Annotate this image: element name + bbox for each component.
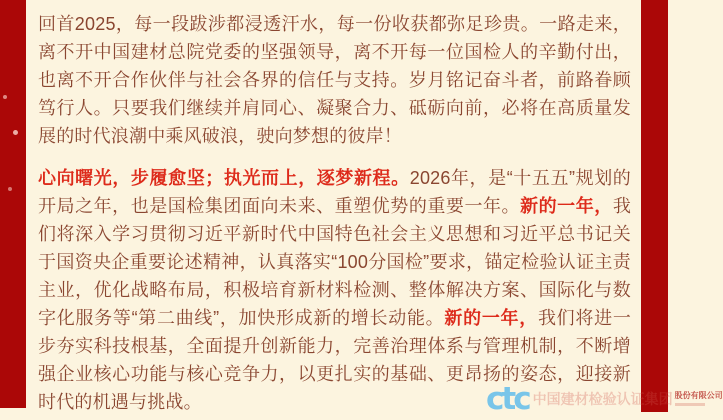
company-watermark [486,381,723,417]
article-content [26,0,642,416]
company-subline-decoration [675,403,705,406]
new-year-accent-segment: 新的一年， [444,308,538,328]
left-border-decoration [0,0,26,408]
sparkle-dot [13,130,18,135]
text-segment: 我们将深入学习贯彻习近平新时代中国特色社会主义思想和习近平总书记关于国资央企重要论述精神，认真落实“100分国检”要求，锚定检验认证主责主业，优化战略布局，积极培育新材料检测、整体解决方案、国际化与数字化服务等“第二曲线”，加快形成新的增长动能。 [38,196,632,328]
ctc-logo: ctc [486,381,529,417]
company-suffix-watermark: 股份有限公司 [674,391,723,400]
new-year-accent-segment: 新的一年， [520,196,613,216]
sparkle-dot [8,187,12,191]
right-border-decoration [641,0,668,412]
company-suffix-block [675,390,723,406]
paragraph-review-2025: 回首2025，每一段跋涉都浸透汗水，每一份收获都弥足珍贵。一路走来，离不开中国建材总院党委的坚强领导，离不开每一位国检人的辛勤付出，也离不开合作伙伴与社会各界的信任与支持。岁月铭记奋斗者，前路眷顾笃行人。只要我们继续并肩同心、凝聚合力、砥砺向前，必将在高质量发展的时代浪潮中乘风破浪，驶向梦想的彼岸！ [38,14,631,146]
company-name-watermark: 中国建材检验认证集团 [532,391,673,407]
paragraph-outlook-2026 [38,164,631,416]
text-segment: 我们将进一步夯实科技根基，全面提升创新能力，完善治理体系与管理机制，不断增强企业核心功能与核心竞争力，以更扎实的基础、更昂扬的姿态，迎接新时代的机遇与挑战。 [38,308,632,412]
text-segment: 2026年，是“十五五”规划的开局之年，也是国检集团面向未来、重塑优势的重要一年。 [38,168,632,216]
sparkle-dot [3,95,7,99]
headline-segment: 心向曙光，步履愈坚；执光而上，逐梦新程。 [38,168,410,188]
